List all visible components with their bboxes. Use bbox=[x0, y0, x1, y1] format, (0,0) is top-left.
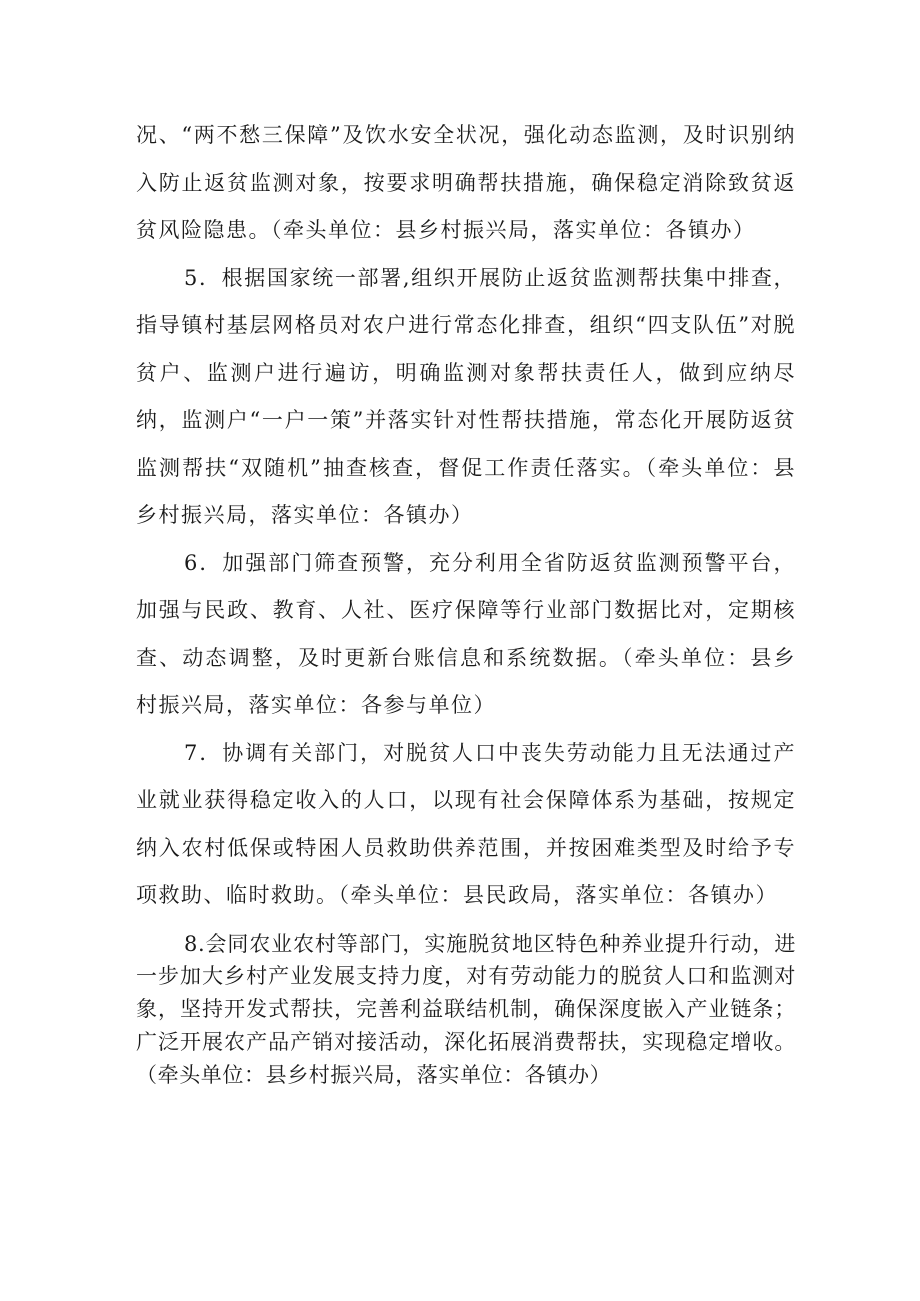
paragraph-continuation: 况、“两不愁三保障”及饮水安全状况，强化动态监测，及时识别纳入防止返贫监测对象，按要求明确帮扶措施，确保稳定消除致贫返贫风险隐患。（牵头单位：县乡村振兴局，落实单位：各镇办） bbox=[136, 123, 796, 242]
document-page bbox=[136, 112, 796, 1091]
paragraph-item-7: 7．协调有关部门，对脱贫人口中丧失劳动能力且无法通过产业就业获得稳定收入的人口，以现有社会保障体系为基础，按规定纳入农村低保或特困人员救助供养范围，并按困难类型及时给予专项救助、临时救助。（牵头单位：县民政局，落实单位：各镇办） bbox=[136, 740, 796, 907]
paragraph-item-8: 8.会同农业农村等部门，实施脱贫地区特色种养业提升行动，进一步加大乡村产业发展支持力度，对有劳动能力的脱贫人口和监测对象，坚持开发式帮扶，完善利益联结机制，确保深度嵌入产业链条；广泛开展农产品产销对接活动，深化拓展消费帮扶，实现稳定增收。（牵头单位：县乡村振兴局，落实单位：各镇办） bbox=[136, 931, 796, 1087]
paragraph-item-6: 6．加强部门筛查预警，充分利用全省防返贫监测预警平台，加强与民政、教育、人社、医疗保障等行业部门数据比对，定期核查、动态调整，及时更新台账信息和系统数据。（牵头单位：县乡村振兴局，落实单位：各参与单位） bbox=[136, 550, 796, 717]
paragraph-item-5: 5．根据国家统一部署,组织开展防止返贫监测帮扶集中排查，指导镇村基层网格员对农户进行常态化排查，组织“四支队伍”对脱贫户、监测户进行遍访，明确监测对象帮扶责任人，做到应纳尽纳，监测户“一户一策”并落实针对性帮扶措施，常态化开展防返贫监测帮扶“双随机”抽查核查，督促工作责任落实。（牵头单位：县乡村振兴局，落实单位：各镇办） bbox=[136, 265, 796, 527]
